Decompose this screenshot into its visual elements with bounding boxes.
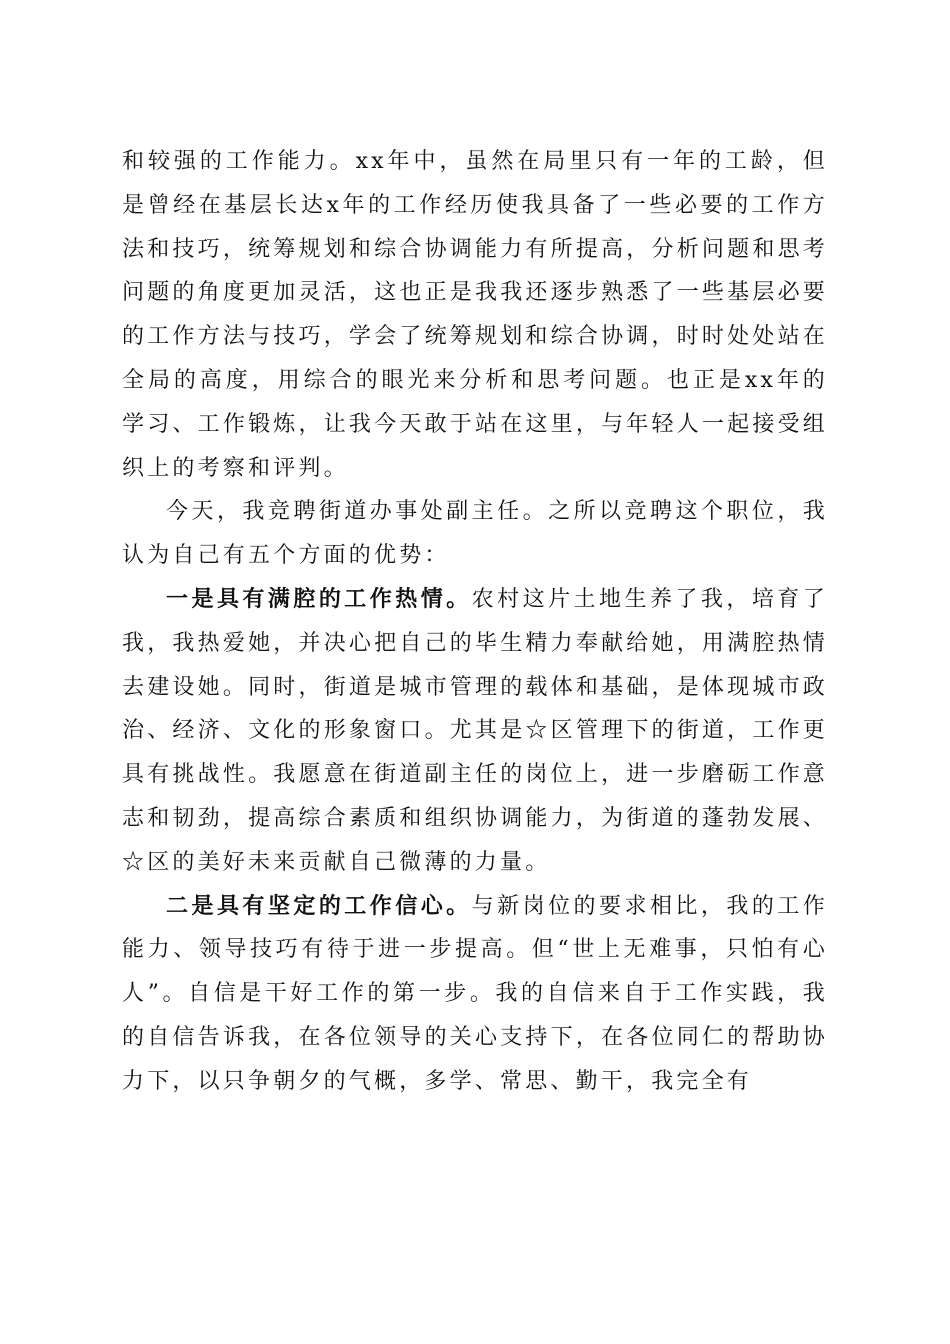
- paragraph-position: [122, 490, 828, 578]
- paragraph-text: 农村这片土地生养了我，培育了我，我热爱她，并决心把自己的毕生精力奉献给她，用满腔热情去建设她。同时，街道是城市管理的载体和基础，是体现城市政治、经济、文化的形象窗口。尤其是☆区管理下的街道，工作更具有挑战性。我愿意在街道副主任的岗位上，进一步磨砺工作意志和韧劲，提高综合素质和组织协调能力，为街道的蓬勃发展、☆区的美好未来贡献自己微薄的力量。: [122, 586, 828, 875]
- paragraph-advantage-2: [122, 885, 828, 1104]
- paragraph-lead: 二是具有坚定的工作信心。: [166, 892, 472, 919]
- paragraph-continued: [122, 140, 828, 490]
- paragraph-advantage-1: [122, 578, 828, 885]
- paragraph-lead: 一是具有满腔的工作热情。: [166, 585, 472, 612]
- paragraph-text: 与新岗位的要求相比，我的工作能力、领导技巧有待于进一步提高。但“世上无难事，只怕有心人”。自信是干好工作的第一步。我的自信来自于工作实践，我的自信告诉我，在各位领导的关心支持下，在各位同仁的帮助协力下，以只争朝夕的气概，多学、常思、勤干，我完全有: [122, 893, 828, 1094]
- paragraph-text: 今天，我竞聘街道办事处副主任。之所以竞聘这个职位，我认为自己有五个方面的优势：: [122, 499, 828, 569]
- document-body: [122, 140, 828, 1104]
- paragraph-text: 和较强的工作能力。xx年中，虽然在局里只有一年的工龄，但是曾经在基层长达x年的工作经历使我具备了一些必要的工作方法和技巧，统筹规划和综合协调能力有所提高，分析问题和思考问题的角度更加灵活，这也正是我我还逐步熟悉了一些基层必要的工作方法与技巧，学会了统筹规划和综合协调，时时处处站在全局的高度，用综合的眼光来分析和思考问题。也正是xx年的学习、工作锻炼，让我今天敢于站在这里，与年轻人一起接受组织上的考察和评判。: [122, 149, 828, 481]
